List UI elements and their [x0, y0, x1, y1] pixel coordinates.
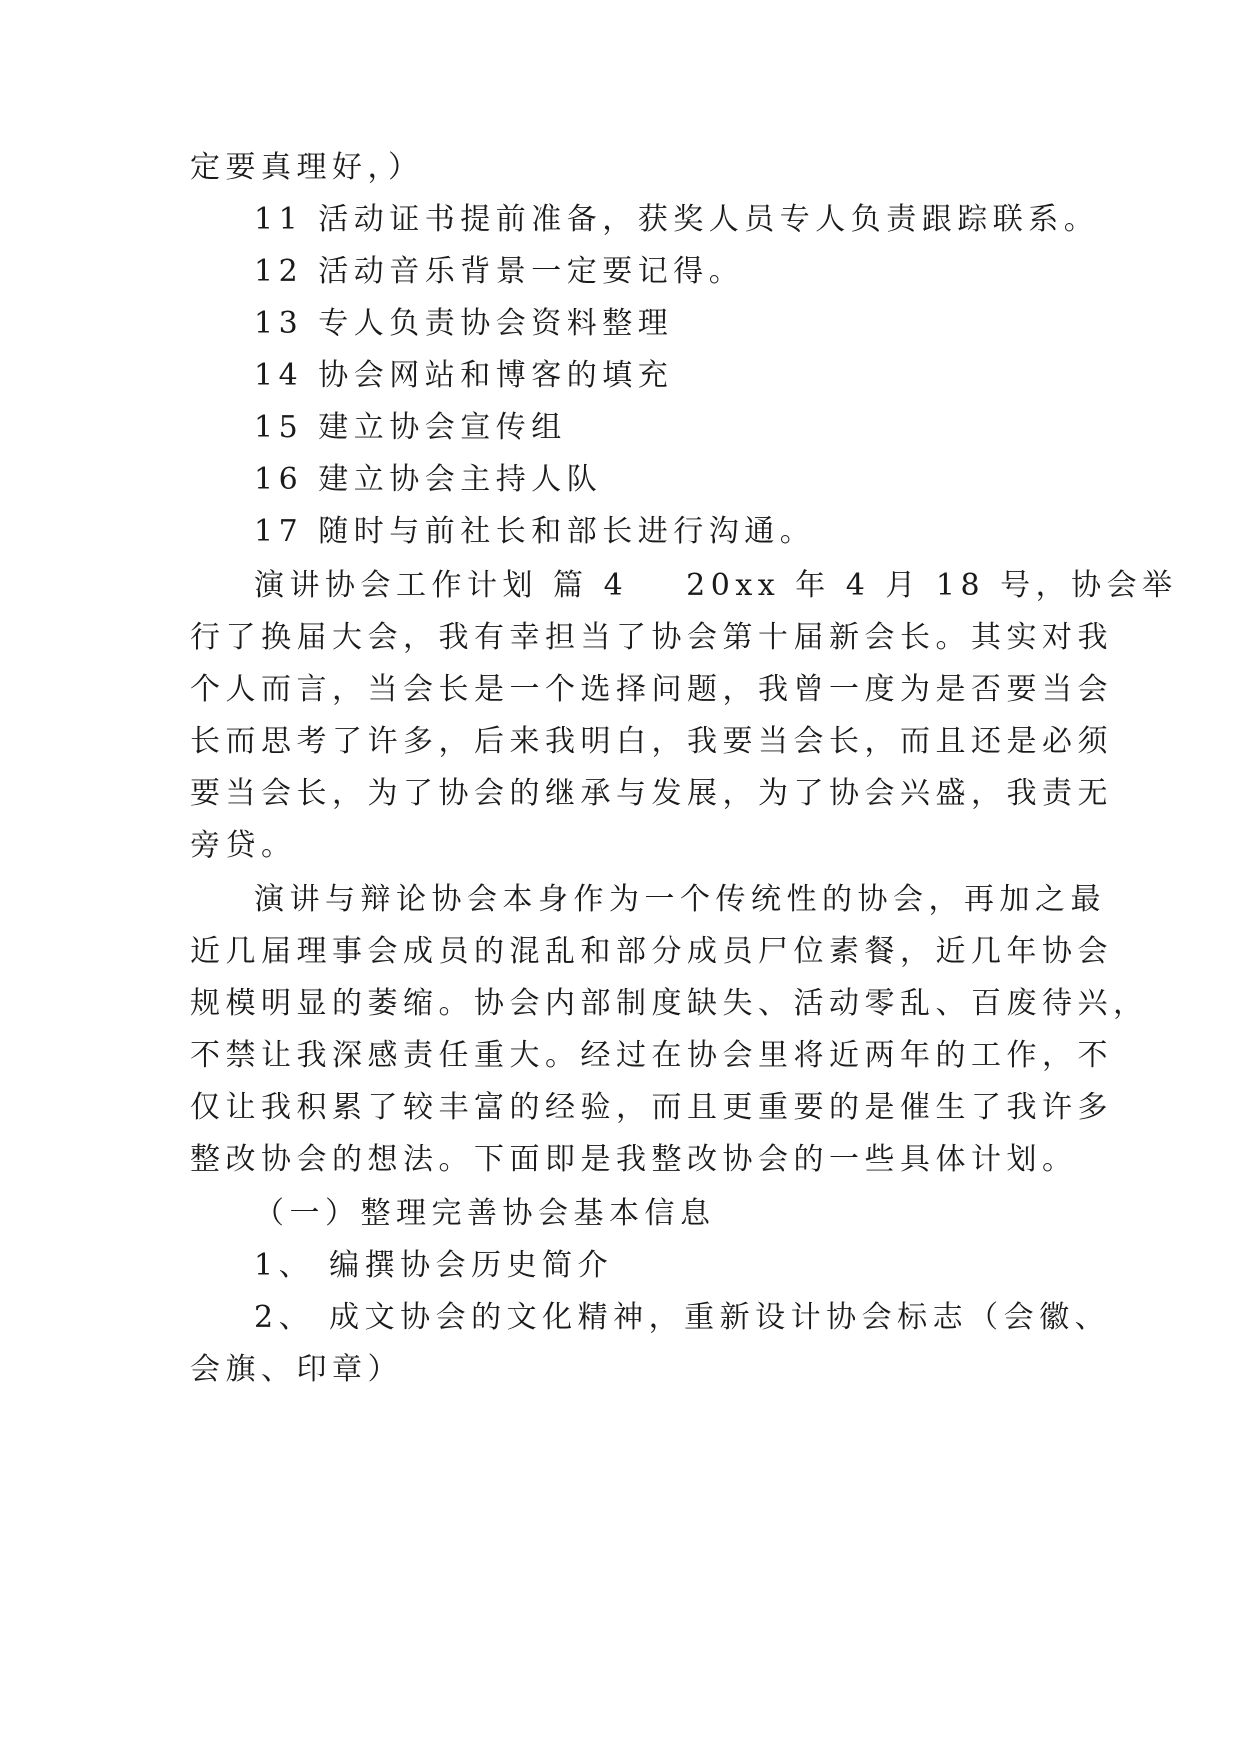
paragraph-line: 整改协会的想法。下面即是我整改协会的一些具体计划。 [190, 1142, 1078, 1177]
section-heading-line [254, 566, 1178, 606]
paragraph-line: 个人而言，当会长是一个选择问题，我曾一度为是否要当会 [190, 672, 1113, 707]
paragraph-line: 演讲与辩论协会本身作为一个传统性的协会，再加之最 [254, 882, 1106, 917]
paragraph-line: 不禁让我深感责任重大。经过在协会里将近两年的工作，不 [190, 1038, 1113, 1073]
paragraph-line: 规模明显的萎缩。协会内部制度缺失、活动零乱、百废待兴， [190, 986, 1149, 1021]
list-item-15: 15 建立协会宣传组 [254, 410, 567, 445]
subsection-heading: （一）整理完善协会基本信息 [254, 1196, 716, 1231]
paragraph-line: 旁贷。 [190, 828, 297, 863]
list-item-13: 13 专人负责协会资料整理 [254, 306, 674, 341]
paragraph-line: 长而思考了许多，后来我明白，我要当会长，而且还是必须 [190, 724, 1113, 759]
numbered-item-1: 1、 编撰协会历史简介 [254, 1248, 614, 1283]
numbered-item-2: 2、 成文协会的文化精神，重新设计协会标志（会徽、 [254, 1300, 1111, 1335]
list-item-11: 11 活动证书提前准备，获奖人员专人负责跟踪联系。 [254, 202, 1100, 237]
paragraph-line: 要当会长，为了协会的继承与发展，为了协会兴盛，我责无 [190, 776, 1113, 811]
paragraph-line: 行了换届大会，我有幸担当了协会第十届新会长。其实对我 [190, 620, 1113, 655]
paragraph-line: 仅让我积累了较丰富的经验，而且更重要的是催生了我许多 [190, 1090, 1113, 1125]
paragraph-line: 近几届理事会成员的混乱和部分成员尸位素餐，近几年协会 [190, 934, 1113, 969]
text-line: 定要真理好，） [190, 150, 424, 185]
section-heading: 演讲协会工作计划 篇 4 [254, 568, 629, 603]
paragraph-line: 会旗、印章） [190, 1352, 403, 1387]
list-item-12: 12 活动音乐背景一定要记得。 [254, 254, 745, 289]
list-item-17: 17 随时与前社长和部长进行沟通。 [254, 514, 816, 549]
list-item-14: 14 协会网站和博客的填充 [254, 358, 674, 393]
paragraph-text: 20xx 年 4 月 18 号，协会举 [686, 568, 1178, 603]
list-item-16: 16 建立协会主持人队 [254, 462, 603, 497]
